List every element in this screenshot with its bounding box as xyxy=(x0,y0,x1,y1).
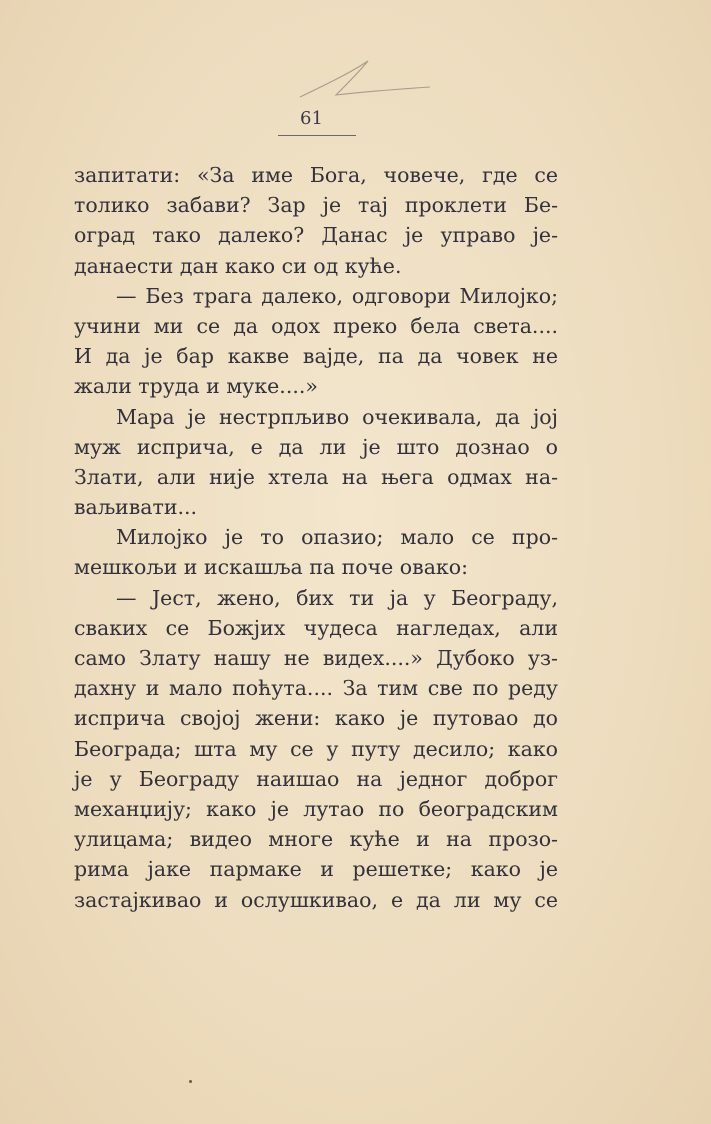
text-line: толико забави? Зар је тај проклети Бе- xyxy=(74,193,558,218)
text-line: исприча својој жени: како је путовао до xyxy=(74,706,558,731)
text-line: мешкољи и искашља па поче овако: xyxy=(74,555,468,580)
text-line: дахну и мало поћута.... За тим све по реду xyxy=(74,676,558,701)
text-line: застајкивао и ослушкивао, е да ли му се xyxy=(74,887,558,912)
text-line: сваких се Божјих чудеса нагледах, али xyxy=(74,615,558,640)
text-line: је у Београду наишао на једног доброг xyxy=(74,766,558,791)
text-line: механџију; како је лутао по београдским xyxy=(74,796,558,821)
text-line: учини ми се да одох преко бела света.... xyxy=(74,313,558,338)
text-line: Мара је нестрпљиво очекивала, да јој xyxy=(116,404,558,429)
text-line: запитати: «За име Бога, човече, где се xyxy=(74,163,558,187)
text-line: ваљивати... xyxy=(74,495,198,520)
text-line: муж исприча, е да ли је што дознао о xyxy=(74,434,558,459)
text-line: данаести дан како си од куће. xyxy=(74,253,402,278)
text-line: улицама; видео многе куће и на прозо- xyxy=(74,827,558,852)
header-rule xyxy=(278,135,356,136)
text-line: оград тако далеко? Данас је управо је- xyxy=(74,223,558,248)
text-line: И да је бар какве вајде, па да човек не xyxy=(74,344,558,369)
text-line: Београда; шта му се у путу десило; како xyxy=(74,736,558,761)
text-line: само Злату нашу не видех....» Дубоко уз- xyxy=(74,646,558,670)
page-number: 61 xyxy=(300,108,323,129)
ink-speck xyxy=(189,1080,192,1083)
pencil-scribble-mark xyxy=(280,55,440,115)
text-line: рима јаке пармаке и решетке; како је xyxy=(74,857,558,882)
text-line: жали труда и муке....» xyxy=(74,374,318,399)
text-line: — Без трага далеко, одговори Милојко; xyxy=(116,283,558,308)
body-text xyxy=(74,160,558,915)
text-line: — Јест, жено, бих ти ја у Београду, xyxy=(116,585,558,610)
text-line: Злати, али није хтела на њега одмах на- xyxy=(74,464,558,489)
text-line: Милојко је то опазио; мало се про- xyxy=(116,525,558,550)
